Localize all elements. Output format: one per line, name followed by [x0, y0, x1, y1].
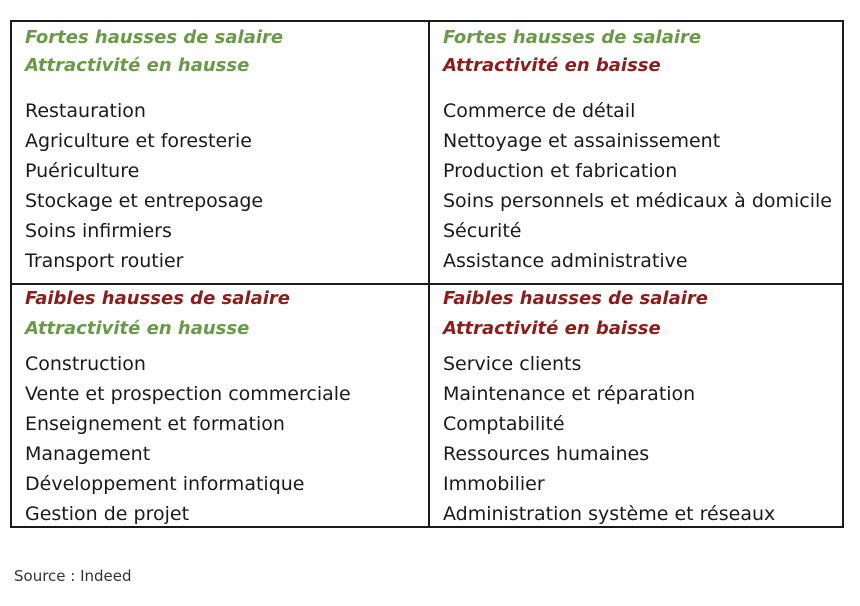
quadrant-top-left — [12, 22, 430, 284]
list-item: Agriculture et foresterie — [25, 130, 252, 152]
list-item: Management — [25, 443, 151, 465]
list-item: Enseignement et formation — [25, 413, 285, 435]
list-item: Administration système et réseaux — [443, 503, 776, 525]
list-item: Transport routier — [25, 250, 184, 272]
occupation-list — [25, 96, 430, 276]
list-item: Vente et prospection commerciale — [25, 383, 351, 405]
list-item: Commerce de détail — [443, 100, 636, 122]
quadrant-table — [10, 20, 844, 528]
list-item: Puériculture — [25, 160, 140, 182]
quadrant-heading-attractiveness: Attractivité en hausse — [25, 318, 250, 339]
list-item: Maintenance et réparation — [443, 383, 696, 405]
quadrant-heading-attractiveness: Attractivité en baisse — [443, 55, 661, 76]
quadrant-heading-salary: Fortes hausses de salaire — [443, 27, 702, 48]
list-item: Ressources humaines — [443, 443, 650, 465]
quadrant-heading-attractiveness: Attractivité en baisse — [443, 318, 661, 339]
occupation-list — [443, 349, 844, 529]
list-item: Immobilier — [443, 473, 545, 495]
quadrant-bottom-left — [12, 284, 430, 528]
list-item: Assistance administrative — [443, 250, 688, 272]
source-note: Source : Indeed — [14, 567, 132, 585]
list-item: Sécurité — [443, 220, 522, 242]
list-item: Restauration — [25, 100, 146, 122]
quadrant-heading-salary: Faibles hausses de salaire — [443, 288, 708, 309]
list-item: Nettoyage et assainissement — [443, 130, 721, 152]
list-item: Production et fabrication — [443, 160, 678, 182]
occupation-list — [443, 96, 844, 276]
quadrant-heading-salary: Faibles hausses de salaire — [25, 288, 290, 309]
quadrant-heading-salary: Fortes hausses de salaire — [25, 27, 284, 48]
list-item: Stockage et entreposage — [25, 190, 264, 212]
list-item: Gestion de projet — [25, 503, 190, 525]
quadrant-heading-attractiveness: Attractivité en hausse — [25, 55, 250, 76]
occupation-list — [25, 349, 430, 529]
list-item: Soins infirmiers — [25, 220, 172, 242]
list-item: Soins personnels et médicaux à domicile — [443, 190, 832, 212]
quadrant-top-right — [430, 22, 844, 284]
list-item: Service clients — [443, 353, 582, 375]
list-item: Développement informatique — [25, 473, 305, 495]
list-item: Comptabilité — [443, 413, 565, 435]
list-item: Construction — [25, 353, 146, 375]
quadrant-bottom-right — [430, 284, 844, 528]
